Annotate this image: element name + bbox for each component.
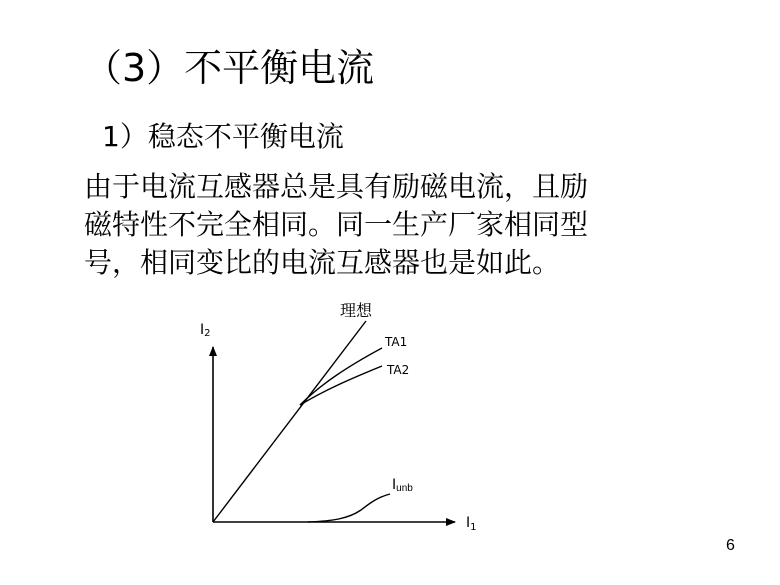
body-line: 由于电流互感器总是具有励磁电流，且励: [84, 170, 589, 203]
unbalance-curve: [308, 494, 390, 522]
ideal-curve: [213, 321, 366, 522]
page-number: 6: [726, 537, 735, 554]
ta2-label: TA2: [387, 363, 410, 377]
y-axis-label: [200, 322, 211, 339]
ta2-curve: [300, 366, 382, 405]
body-line: 磁特性不完全相同。同一生产厂家相同型: [84, 208, 589, 241]
unbalance-label-sub: unb: [396, 483, 413, 494]
unbalance-label: [392, 477, 413, 494]
ideal-label: 理想: [340, 301, 373, 320]
slide-title: （3）不平衡电流: [84, 46, 375, 90]
x-axis-label-sub: 1: [470, 522, 477, 533]
x-axis-label: [466, 515, 477, 533]
ta1-curve: [300, 348, 382, 405]
body-paragraph: [84, 168, 644, 282]
body-line: 号，相同变比的电流互感器也是如此。: [84, 246, 561, 279]
y-axis-label-main: I: [200, 322, 205, 338]
ta1-label: TA1: [385, 335, 408, 349]
subheading: 1）稳态不平衡电流: [102, 120, 344, 153]
x-axis-label-main: I: [466, 515, 471, 531]
y-axis-label-sub: 2: [204, 328, 211, 339]
unbalance-label-main: I: [392, 477, 397, 493]
